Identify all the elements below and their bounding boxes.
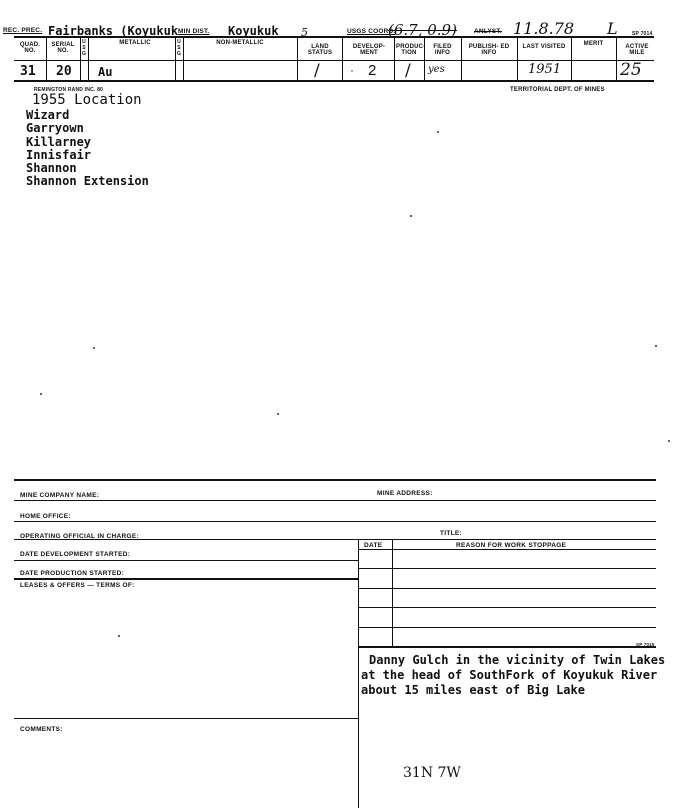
- claim-item: Innisfair: [26, 147, 92, 162]
- col-filed-info: FILED INFO: [433, 44, 452, 56]
- row-dev-dot: ·: [350, 63, 354, 77]
- comments-label: COMMENTS:: [20, 726, 63, 733]
- row-quad-no: 31: [20, 64, 36, 79]
- col-usg-b: U S G: [176, 39, 182, 57]
- form-number: SP 7014: [632, 31, 653, 37]
- col-active-mile: ACTIVE MILE: [625, 44, 649, 56]
- row-serial-no: 20: [56, 64, 72, 79]
- description-line: Danny Gulch in the vicinity of Twin Lakes: [369, 653, 666, 667]
- usgs-coord-value: (6.7, 0.9): [388, 21, 457, 39]
- claim-item: Killarney: [26, 134, 92, 149]
- col-serial-no: SERIAL NO.: [51, 42, 75, 54]
- usgs-coord-label: USGS COORD.: [347, 28, 396, 35]
- col-merit: MERIT: [583, 41, 604, 47]
- claims-list: [26, 109, 149, 189]
- col-development: DEVELOP- MENT: [352, 44, 386, 56]
- col-non-metallic: NON-METALLIC: [216, 40, 264, 46]
- claim-item: Wizard: [26, 108, 70, 122]
- min-dist-value: Koyukuk: [228, 24, 279, 38]
- mine-address-label: MINE ADDRESS:: [377, 490, 433, 497]
- title-label: TITLE:: [440, 530, 463, 537]
- claim-item: Shannon: [26, 161, 77, 176]
- printer-imprint: REMINGTON RAND INC. 80: [34, 87, 104, 93]
- operating-official-label: OPERATING OFFICIAL IN CHARGE:: [20, 533, 139, 540]
- row-active-mile: 25: [620, 60, 642, 80]
- territorial-dept: TERRITORIAL DEPT. OF MINES: [510, 87, 605, 93]
- scan-speck: [410, 215, 412, 217]
- col-metallic: METALLIC: [119, 40, 151, 46]
- claim-item: Shannon Extension: [26, 174, 149, 189]
- handwritten-township: 31N 7W: [403, 765, 461, 781]
- description-line: at the head of SouthFork of Koyukuk River: [361, 668, 658, 682]
- col-usg-a: U S G: [81, 39, 87, 57]
- rec-prec-value: Fairbanks (Koyukuk: [48, 24, 179, 38]
- scan-speck: [655, 345, 657, 347]
- leases-offers-label: LEASES & OFFERS — TERMS OF:: [20, 582, 135, 589]
- location-heading: 1955 Location: [32, 92, 142, 108]
- date-column-label: DATE: [364, 542, 383, 549]
- reason-stoppage-label: REASON FOR WORK STOPPAGE: [456, 542, 567, 549]
- anlyst-label: ANLYST.: [474, 28, 502, 35]
- scan-speck: [437, 131, 439, 133]
- scan-speck: [40, 393, 42, 395]
- row-production: /: [405, 61, 411, 81]
- rec-prec-label: REC. PREC.: [3, 27, 43, 34]
- description-line: about 15 miles east of Big Lake: [361, 683, 585, 697]
- col-last-visited: LAST VISITED: [522, 44, 566, 50]
- row-filed-info: yes: [428, 64, 445, 75]
- scan-speck: [277, 413, 279, 415]
- date-dev-started-label: DATE DEVELOPMENT STARTED:: [20, 551, 131, 558]
- scan-speck: [668, 440, 670, 442]
- row-last-visited: 1951: [528, 62, 562, 77]
- row-development: 2: [368, 62, 377, 79]
- col-production: PRODUC- TION: [396, 44, 426, 56]
- col-land-status: LAND STATUS: [307, 44, 333, 56]
- claim-item: Garryown: [26, 121, 84, 136]
- row-land-status: /: [314, 61, 320, 81]
- min-dist-number: 5: [301, 26, 308, 39]
- home-office-label: HOME OFFICE:: [20, 513, 71, 520]
- min-dist-label: MIN DIST.: [178, 28, 210, 35]
- location-description: [361, 653, 665, 698]
- col-quad-no: QUAD. NO.: [19, 42, 41, 54]
- footer-form-number: SP 7015: [636, 642, 655, 647]
- date-prod-started-label: DATE PRODUCTION STARTED:: [20, 570, 125, 577]
- scan-speck: [93, 347, 95, 349]
- mine-company-name-label: MINE COMPANY NAME:: [20, 492, 100, 499]
- row-metallic: Au: [98, 65, 113, 79]
- anlyst-value: 11.8.78: [513, 19, 575, 38]
- col-published-info: PUBLISH- ED INFO: [468, 44, 510, 56]
- scan-speck: [118, 635, 120, 637]
- anlyst-initial: L: [607, 19, 618, 38]
